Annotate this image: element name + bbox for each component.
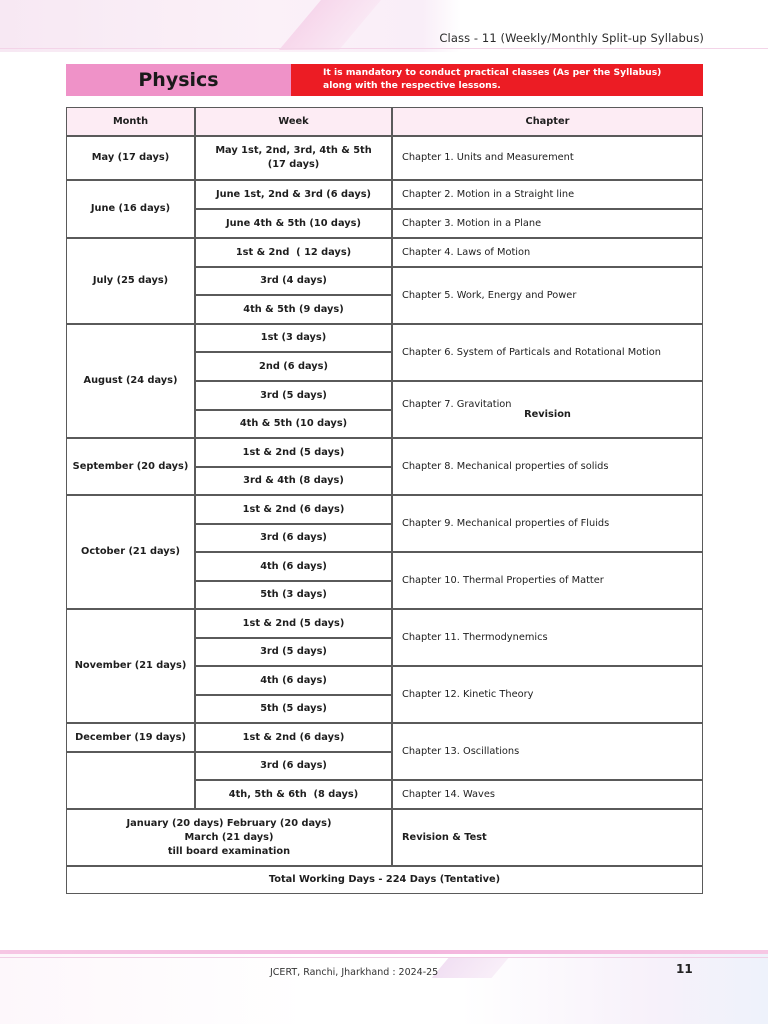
week-cell: 1st & 2nd (5 days) — [195, 609, 392, 638]
week-cell: 1st & 2nd (5 days) — [195, 438, 392, 467]
week-cell: 4th & 5th (10 days) — [195, 410, 392, 438]
week-cell: 4th, 5th & 6th (8 days) — [195, 780, 392, 809]
chapter-cell: Chapter 7. Gravitation — [392, 381, 703, 438]
chapter-cell: Chapter 8. Mechanical properties of solids — [392, 438, 703, 495]
week-cell: 3rd (5 days) — [195, 381, 392, 410]
column-header-month: Month — [66, 107, 195, 136]
chapter-cell: Chapter 13. Oscillations — [392, 723, 703, 780]
chapter-cell: Chapter 14. Waves — [392, 780, 703, 809]
month-cell: November (21 days) — [66, 609, 195, 723]
notice-line-1: It is mandatory to conduct practical classes (As per the Syllabus) — [323, 67, 662, 78]
week-cell: June 1st, 2nd & 3rd (6 days) — [195, 180, 392, 209]
final-months-cell: January (20 days) February (20 days) March (21 days) till board examination — [66, 809, 392, 866]
class-info: Class - 11 (Weekly/Monthly Split-up Syllabus) — [439, 31, 704, 45]
month-cell: September (20 days) — [66, 438, 195, 495]
chapter-cell: Chapter 4. Laws of Motion — [392, 238, 703, 267]
month-cell-empty — [66, 752, 195, 809]
week-cell: 1st & 2nd ( 12 days) — [195, 238, 392, 267]
footer-rule-thin — [0, 957, 768, 958]
week-cell: June 4th & 5th (10 days) — [195, 209, 392, 238]
week-cell: 4th (6 days) — [195, 666, 392, 695]
chapter-cell: Chapter 6. System of Particals and Rotational Motion — [392, 324, 703, 381]
publisher-info: JCERT, Ranchi, Jharkhand : 2024-25 — [270, 967, 439, 978]
subject-title: Physics — [138, 69, 219, 91]
week-cell: 4th & 5th (9 days) — [195, 295, 392, 324]
final-chapter-cell: Revision & Test — [392, 809, 703, 866]
week-cell: 3rd (4 days) — [195, 267, 392, 295]
footer-decoration — [0, 950, 768, 1024]
week-cell: 1st & 2nd (6 days) — [195, 495, 392, 524]
month-cell: May (17 days) — [66, 136, 195, 180]
month-cell: August (24 days) — [66, 324, 195, 438]
week-cell: 1st (3 days) — [195, 324, 392, 352]
week-cell: 3rd (6 days) — [195, 524, 392, 552]
week-cell: 1st & 2nd (6 days) — [195, 723, 392, 752]
revision-label: Revision — [524, 409, 571, 420]
week-cell: 2nd (6 days) — [195, 352, 392, 381]
total-working-days: Total Working Days - 224 Days (Tentative) — [66, 866, 703, 894]
month-cell: December (19 days) — [66, 723, 195, 752]
footer-rule — [0, 950, 768, 954]
week-cell: 3rd (6 days) — [195, 752, 392, 780]
month-cell: July (25 days) — [66, 238, 195, 324]
page-number: 11 — [676, 962, 693, 976]
column-header-chapter: Chapter — [392, 107, 703, 136]
chapter-cell: Chapter 3. Motion in a Plane — [392, 209, 703, 238]
chapter-cell: Chapter 12. Kinetic Theory — [392, 666, 703, 723]
header-rule — [0, 48, 768, 49]
month-cell: October (21 days) — [66, 495, 195, 609]
chapter-cell: Chapter 9. Mechanical properties of Fluids — [392, 495, 703, 552]
notice-line-2: along with the respective lessons. — [323, 79, 501, 91]
chapter-cell: Chapter 11. Thermodynemics — [392, 609, 703, 666]
month-cell: June (16 days) — [66, 180, 195, 238]
chapter-cell: Chapter 5. Work, Energy and Power — [392, 267, 703, 324]
chapter-cell: Chapter 2. Motion in a Straight line — [392, 180, 703, 209]
week-cell: 5th (3 days) — [195, 581, 392, 609]
chapter-cell: Chapter 10. Thermal Properties of Matter — [392, 552, 703, 609]
week-cell: May 1st, 2nd, 3rd, 4th & 5th (17 days) — [195, 136, 392, 180]
practical-notice — [323, 67, 698, 92]
week-cell: 4th (6 days) — [195, 552, 392, 581]
column-header-week: Week — [195, 107, 392, 136]
week-cell: 3rd (5 days) — [195, 638, 392, 666]
week-cell: 5th (5 days) — [195, 695, 392, 723]
week-cell: 3rd & 4th (8 days) — [195, 467, 392, 495]
chapter-cell: Chapter 1. Units and Measurement — [392, 136, 703, 180]
